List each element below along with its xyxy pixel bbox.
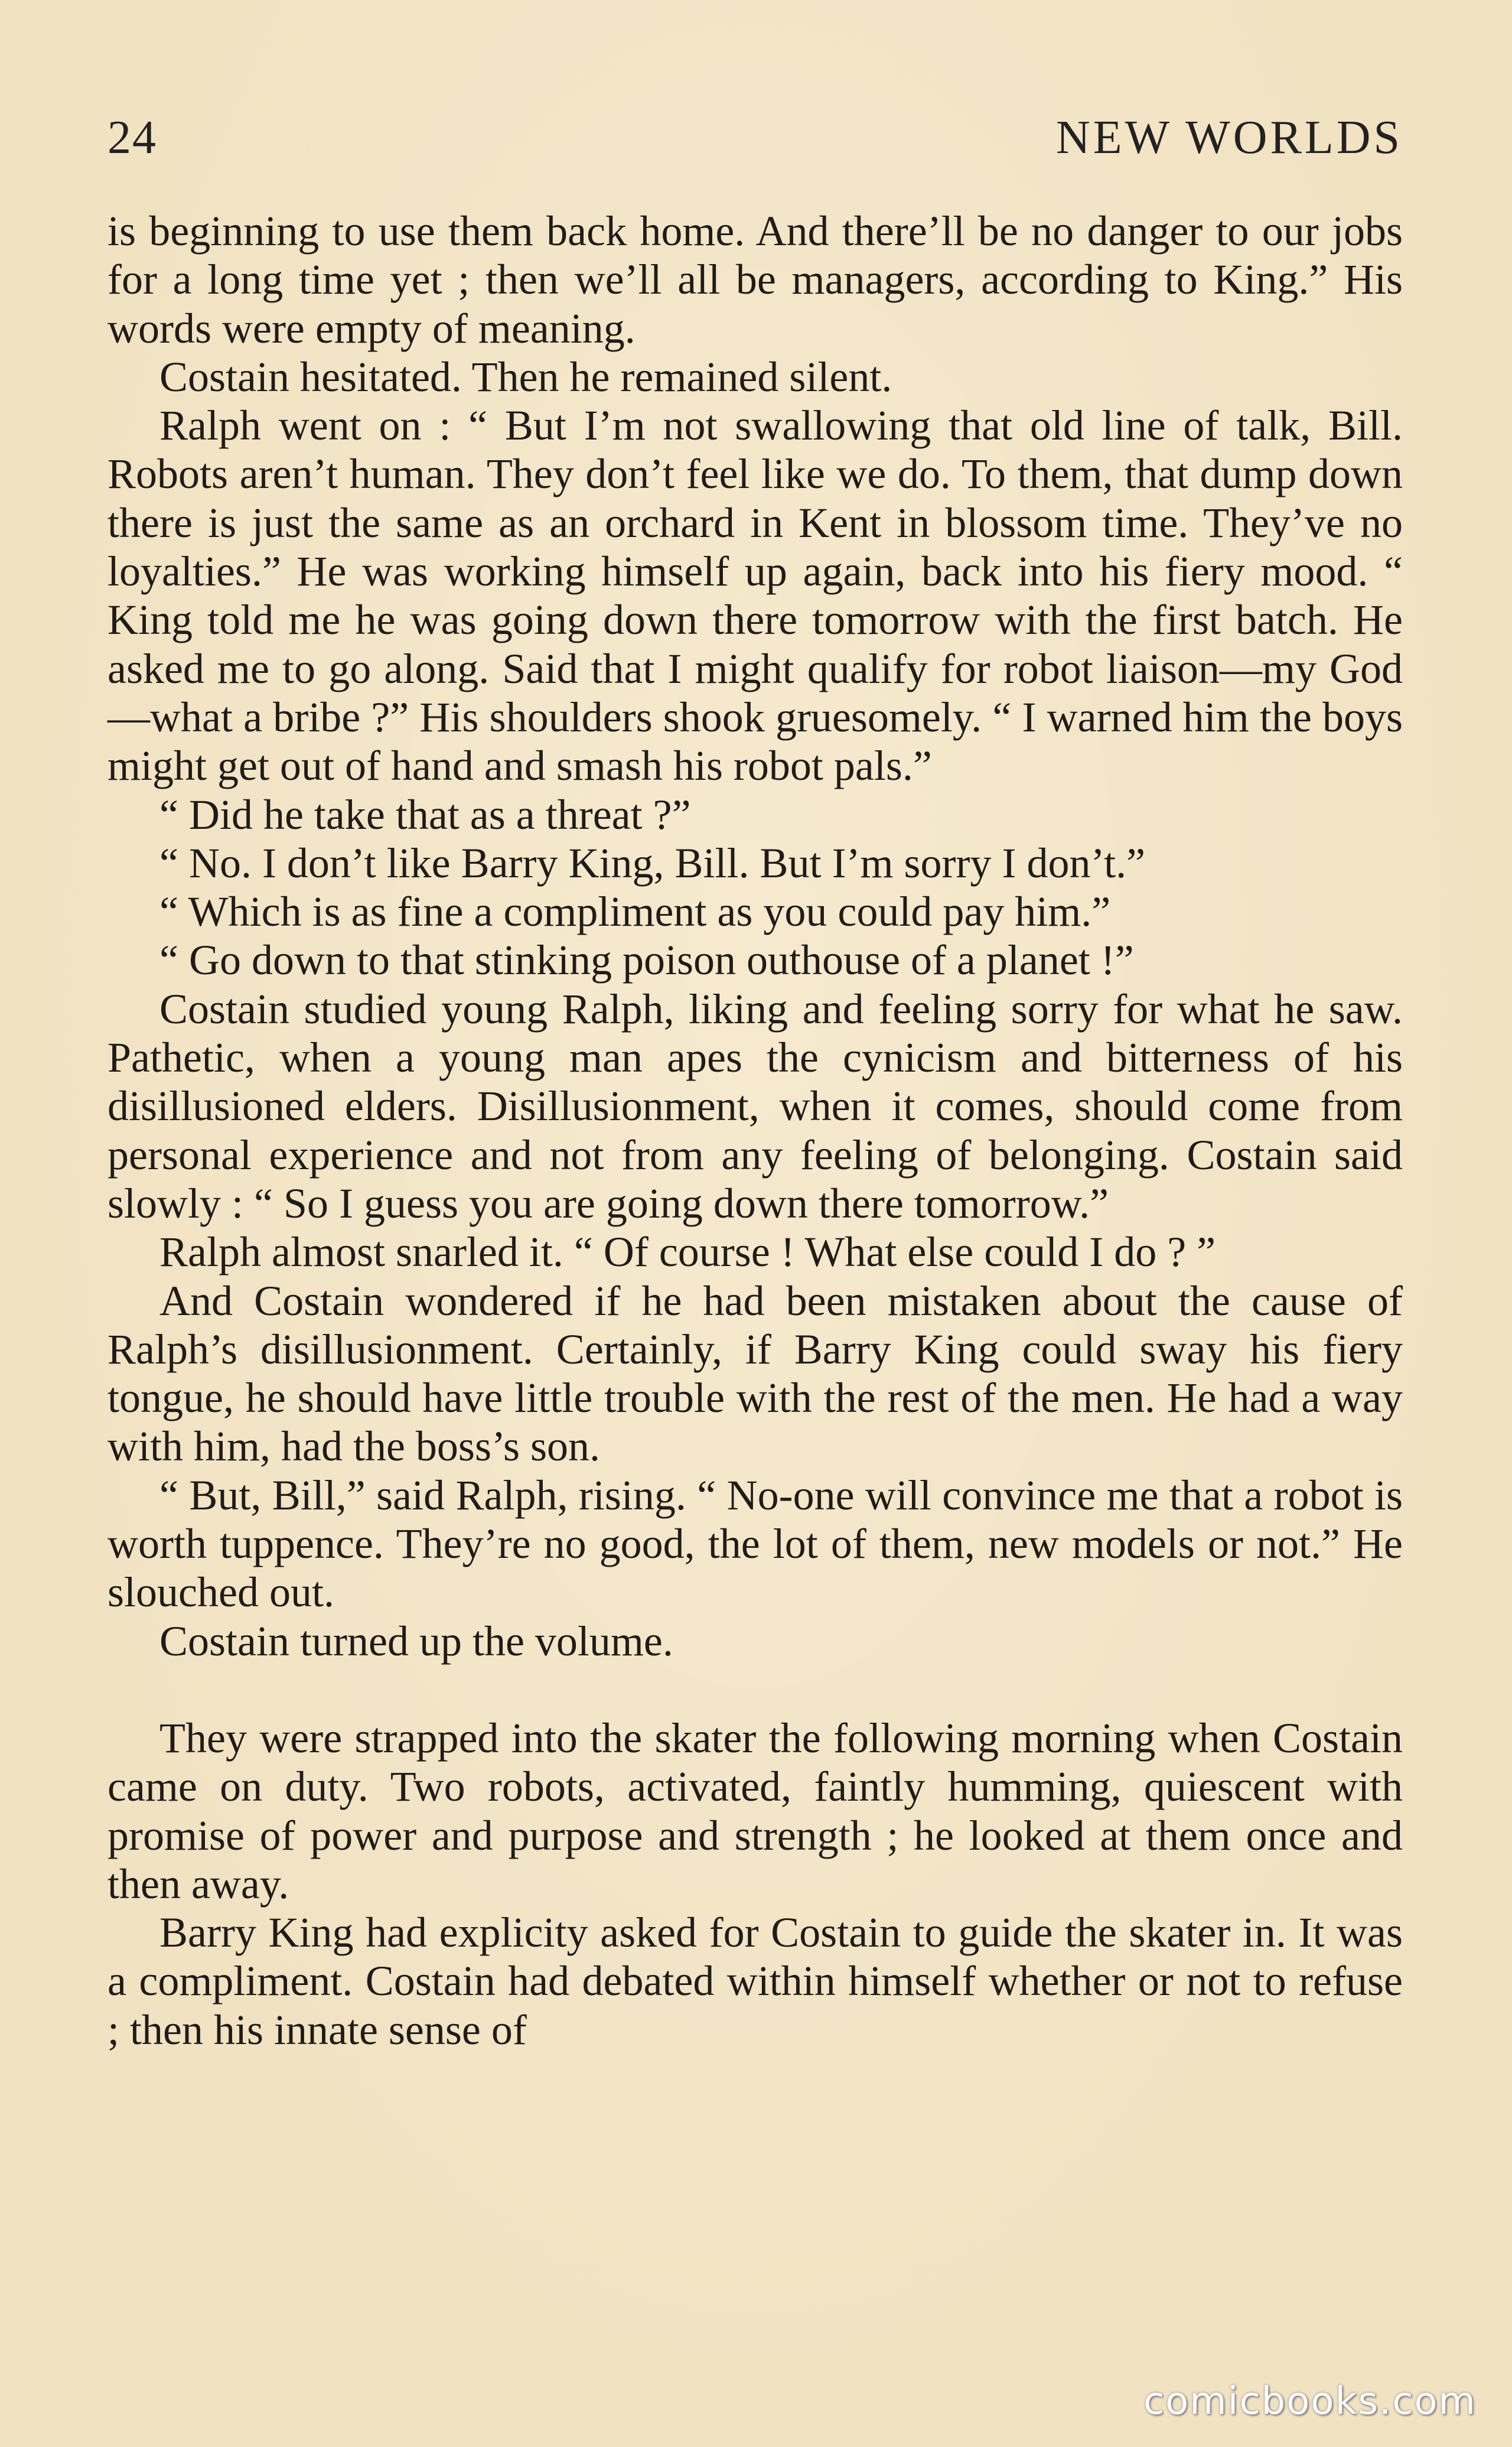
paragraph: “ No. I don’t like Barry King, Bill. But I’m sorry I don’t.”: [159, 839, 1146, 887]
paragraph: Ralph almost snarled it. “ Of course ! What else could I do ? ”: [159, 1228, 1216, 1276]
paragraph: Barry King had explicity asked for Costain to guide the skater in. It was a compliment. Costain had debated within himself whether or not to refuse ; then his innate sense of: [107, 1909, 1403, 2054]
page-number: 24: [107, 112, 157, 164]
paragraph: “ But, Bill,” said Ralph, rising. “ No-one will convince me that a robot is worth tuppence. They’re no good, the lot of them, new models or not.” He slouched out.: [107, 1471, 1403, 1616]
paragraph: “ Go down to that stinking poison outhouse of a planet !”: [159, 936, 1134, 984]
paragraph: They were strapped into the skater the following morning when Costain came on duty. Two robots, activated, faintly humming, quiescent with promise of power and purpose and strength ; he looked at them once and then away.: [107, 1714, 1403, 1908]
paragraph: “ Did he take that as a threat ?”: [159, 790, 691, 838]
watermark: comicbooks.com: [1143, 2380, 1477, 2423]
paragraph: “ Which is as fine a compliment as you could pay him.”: [159, 888, 1111, 936]
body-text: [107, 207, 1403, 2054]
page-header: [107, 111, 1403, 176]
paragraph: Costain studied young Ralph, liking and feeling sorry for what he saw. Pathetic, when a young man apes the cynicism and bitterness of his disillusioned elders. Disillusionment, when it comes, should come from personal experience and not from any feeling of belonging. Costain said slowly : “ So I guess you are going down there tomorrow.”: [107, 985, 1403, 1227]
running-head: NEW WORLDS: [1055, 112, 1403, 164]
paragraph: Costain turned up the volume.: [159, 1617, 673, 1665]
paragraph: is beginning to use them back home. And there’ll be no danger to our jobs for a long time yet ; then we’ll all be managers, according to King.” His words were empty of meaning.: [107, 207, 1403, 352]
paragraph: Costain hesitated. Then he remained silent.: [159, 353, 892, 401]
paragraph: And Costain wondered if he had been mistaken about the cause of Ralph’s disillusionment. Certainly, if Barry King could sway his fiery tongue, he should have little trouble with the rest of the men. He had a way with him, had the boss’s son.: [107, 1277, 1403, 1470]
paragraph: Ralph went on : “ But I’m not swallowing that old line of talk, Bill. Robots aren’t human. They don’t feel like we do. To them, that dump down there is just the same as an orchard in Kent in blossom time. They’ve no loyalties.” He was working himself up again, back into his fiery mood. “ King told me he was going down there tomorrow with the first batch. He asked me to go along. Said that I might qualify for robot liaison—my God—what a bribe ?” His shoulders shook gruesomely. “ I warned him the boys might get out of hand and smash his robot pals.”: [107, 402, 1403, 790]
